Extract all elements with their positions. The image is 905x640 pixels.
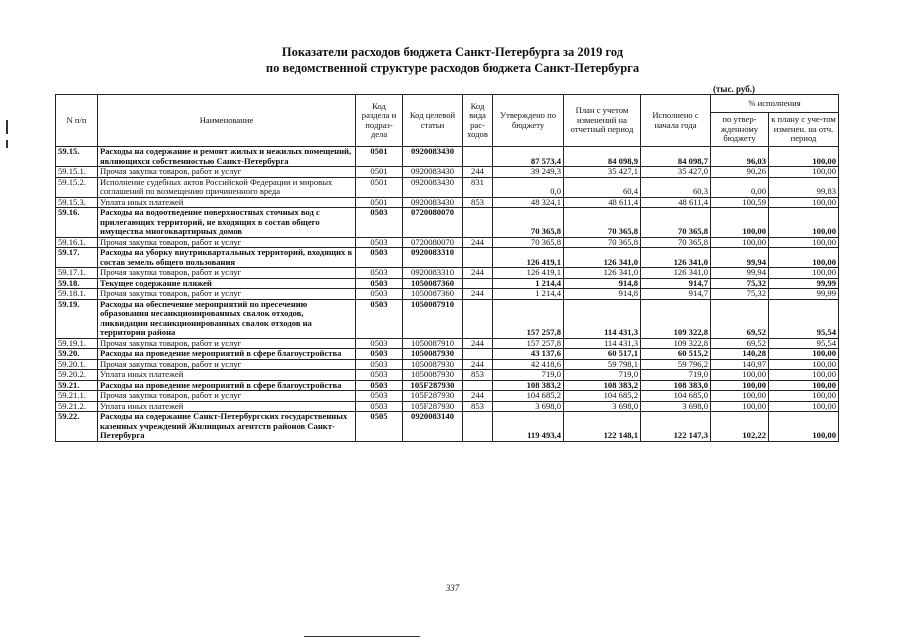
cell-razdel: 0501 (356, 147, 403, 167)
cell-plan: 48 611,4 (564, 197, 641, 208)
cell-isp: 35 427,0 (641, 167, 711, 178)
cell-pct1: 0,00 (711, 177, 769, 197)
cell-isp: 70 365,8 (641, 237, 711, 248)
table-row (56, 412, 839, 442)
cell-num: 59.17. (56, 248, 98, 268)
cell-pct1: 69,52 (711, 299, 769, 338)
cell-name: Прочая закупка товаров, работ и услуг (98, 359, 356, 370)
expense-table (55, 94, 839, 442)
cell-isp: 126 341,0 (641, 268, 711, 279)
cell-num: 59.22. (56, 412, 98, 442)
table-row (56, 359, 839, 370)
cell-pct1: 96,03 (711, 147, 769, 167)
header-vid: Код вида рас-ходов (463, 95, 493, 147)
table-row (56, 380, 839, 391)
header-pct1: по утвер-жденному бюджету (711, 113, 769, 147)
footer-rule (304, 636, 420, 637)
cell-pct2: 99,83 (769, 177, 839, 197)
cell-statya: 1050087360 (403, 278, 463, 289)
cell-plan: 70 365,8 (564, 208, 641, 238)
header-utv: Утверждено по бюджету (493, 95, 564, 147)
cell-utv: 1 214,4 (493, 278, 564, 289)
cell-pct1: 140,97 (711, 359, 769, 370)
table-body (56, 147, 839, 442)
cell-isp: 70 365,8 (641, 208, 711, 238)
cell-razdel: 0503 (356, 338, 403, 349)
cell-isp: 109 322,8 (641, 299, 711, 338)
cell-statya: 0920083430 (403, 147, 463, 167)
cell-razdel: 0503 (356, 380, 403, 391)
cell-num: 59.15.2. (56, 177, 98, 197)
cell-pct2: 100,00 (769, 237, 839, 248)
cell-pct2: 100,00 (769, 248, 839, 268)
cell-statya: 0920083310 (403, 248, 463, 268)
cell-statya: 1050087360 (403, 289, 463, 300)
cell-name: Прочая закупка товаров, работ и услуг (98, 237, 356, 248)
cell-utv: 70 365,8 (493, 237, 564, 248)
margin-mark-bottom (6, 140, 8, 148)
cell-plan: 914,8 (564, 289, 641, 300)
cell-vid (463, 380, 493, 391)
cell-isp: 719,0 (641, 370, 711, 381)
cell-razdel: 0503 (356, 268, 403, 279)
cell-vid: 244 (463, 391, 493, 402)
header-razdel: Код раздела и подраз-дела (356, 95, 403, 147)
cell-isp: 914,7 (641, 278, 711, 289)
cell-vid: 853 (463, 370, 493, 381)
cell-pct2: 99,99 (769, 289, 839, 300)
cell-num: 59.17.1. (56, 268, 98, 279)
cell-pct2: 95,54 (769, 299, 839, 338)
cell-name: Текущее содержание пляжей (98, 278, 356, 289)
table-row (56, 299, 839, 338)
cell-vid: 853 (463, 197, 493, 208)
cell-plan: 114 431,3 (564, 299, 641, 338)
cell-pct2: 100,00 (769, 197, 839, 208)
cell-plan: 59 798,1 (564, 359, 641, 370)
cell-plan: 719,0 (564, 370, 641, 381)
cell-pct1: 100,00 (711, 401, 769, 412)
cell-razdel: 0503 (356, 248, 403, 268)
cell-num: 59.19.1. (56, 338, 98, 349)
cell-vid: 244 (463, 237, 493, 248)
title-line-1: Показатели расходов бюджета Санкт-Петербурга за 2019 год (281, 45, 624, 59)
cell-plan: 914,8 (564, 278, 641, 289)
cell-vid (463, 349, 493, 360)
cell-name: Расходы на уборку внутриквартальных территорий, входящих в состав земель общего пользования (98, 248, 356, 268)
cell-statya: 0720080070 (403, 237, 463, 248)
cell-utv: 70 365,8 (493, 208, 564, 238)
cell-num: 59.18. (56, 278, 98, 289)
margin-mark-top (6, 120, 8, 134)
cell-num: 59.20. (56, 349, 98, 360)
cell-plan: 84 098,9 (564, 147, 641, 167)
cell-pct2: 100,00 (769, 167, 839, 178)
cell-statya: 0720080070 (403, 208, 463, 238)
cell-statya: 0920083430 (403, 167, 463, 178)
cell-statya: 105F287930 (403, 391, 463, 402)
cell-razdel: 0501 (356, 177, 403, 197)
cell-vid: 853 (463, 401, 493, 412)
cell-pct1: 140,28 (711, 349, 769, 360)
cell-statya: 105F287930 (403, 401, 463, 412)
cell-plan: 114 431,3 (564, 338, 641, 349)
cell-num: 59.21.1. (56, 391, 98, 402)
cell-razdel: 0503 (356, 370, 403, 381)
cell-pct1: 99,94 (711, 248, 769, 268)
cell-utv: 42 418,6 (493, 359, 564, 370)
cell-num: 59.15. (56, 147, 98, 167)
cell-pct2: 100,00 (769, 412, 839, 442)
cell-name: Исполнение судебных актов Российской Федерации и мировых соглашений по возмещению причиненного вреда (98, 177, 356, 197)
cell-pct1: 90,26 (711, 167, 769, 178)
cell-pct2: 100,00 (769, 349, 839, 360)
table-row (56, 349, 839, 360)
cell-statya: 0920083140 (403, 412, 463, 442)
cell-num: 59.20.1. (56, 359, 98, 370)
header-isp: Исполнено с начала года (641, 95, 711, 147)
cell-plan: 126 341,0 (564, 248, 641, 268)
cell-pct1: 100,59 (711, 197, 769, 208)
cell-pct2: 99,99 (769, 278, 839, 289)
cell-razdel: 0505 (356, 412, 403, 442)
cell-pct1: 100,00 (711, 391, 769, 402)
unit-label: (тыс. руб.) (713, 84, 755, 94)
cell-utv: 43 137,6 (493, 349, 564, 360)
cell-pct2: 100,00 (769, 359, 839, 370)
cell-utv: 126 419,1 (493, 248, 564, 268)
cell-statya: 1050087930 (403, 370, 463, 381)
cell-utv: 719,0 (493, 370, 564, 381)
cell-statya: 1050087930 (403, 349, 463, 360)
cell-pct2: 100,00 (769, 147, 839, 167)
cell-razdel: 0501 (356, 167, 403, 178)
cell-isp: 122 147,3 (641, 412, 711, 442)
cell-isp: 48 611,4 (641, 197, 711, 208)
page-number: 337 (445, 583, 460, 593)
cell-name: Прочая закупка товаров, работ и услуг (98, 167, 356, 178)
cell-name: Уплата иных платежей (98, 401, 356, 412)
document-title (0, 44, 905, 76)
cell-isp: 108 383,0 (641, 380, 711, 391)
cell-pct2: 100,00 (769, 208, 839, 238)
cell-razdel: 0503 (356, 349, 403, 360)
header-statya: Код целевой статьи (403, 95, 463, 147)
cell-vid: 244 (463, 338, 493, 349)
header-name: Наименование (98, 95, 356, 147)
cell-razdel: 0503 (356, 208, 403, 238)
cell-vid (463, 278, 493, 289)
table-row (56, 197, 839, 208)
cell-name: Уплата иных платежей (98, 197, 356, 208)
cell-plan: 60,4 (564, 177, 641, 197)
table-row (56, 278, 839, 289)
cell-isp: 104 685,0 (641, 391, 711, 402)
cell-name: Расходы на водоотведение поверхностных сточных вод с прилегающих территорий, не входящих в состав общего имущества многоквартирных домов (98, 208, 356, 238)
cell-razdel: 0501 (356, 197, 403, 208)
cell-pct1: 102,22 (711, 412, 769, 442)
cell-statya: 0920083430 (403, 197, 463, 208)
cell-name: Расходы на содержание Санкт-Петербургских государственных казенных учреждений Жилищных агентств районов Санкт-Петербурга (98, 412, 356, 442)
cell-utv: 3 698,0 (493, 401, 564, 412)
cell-razdel: 0503 (356, 299, 403, 338)
cell-isp: 59 796,2 (641, 359, 711, 370)
cell-pct1: 69,52 (711, 338, 769, 349)
cell-vid: 244 (463, 167, 493, 178)
cell-vid (463, 208, 493, 238)
cell-plan: 35 427,1 (564, 167, 641, 178)
cell-utv: 108 383,2 (493, 380, 564, 391)
cell-razdel: 0503 (356, 278, 403, 289)
cell-utv: 126 419,1 (493, 268, 564, 279)
cell-razdel: 0503 (356, 289, 403, 300)
cell-statya: 0920083310 (403, 268, 463, 279)
cell-isp: 126 341,0 (641, 248, 711, 268)
table-row (56, 401, 839, 412)
cell-pct2: 100,00 (769, 380, 839, 391)
cell-pct2: 100,00 (769, 401, 839, 412)
cell-pct1: 100,00 (711, 208, 769, 238)
cell-pct1: 100,00 (711, 370, 769, 381)
cell-num: 59.21.2. (56, 401, 98, 412)
title-line-2: по ведомственной структуре расходов бюджета Санкт-Петербурга (265, 61, 640, 75)
cell-statya: 1050087910 (403, 338, 463, 349)
cell-name: Расходы на содержание и ремонт жилых и нежилых помещений, являющихся собственностью Санкт-Петербурга (98, 147, 356, 167)
cell-utv: 48 324,1 (493, 197, 564, 208)
header-pct-group: % исполнения (711, 95, 839, 113)
cell-isp: 84 098,7 (641, 147, 711, 167)
cell-name: Уплата иных платежей (98, 370, 356, 381)
cell-pct1: 99,94 (711, 268, 769, 279)
cell-vid: 244 (463, 289, 493, 300)
cell-razdel: 0503 (356, 359, 403, 370)
cell-name: Прочая закупка товаров, работ и услуг (98, 289, 356, 300)
cell-utv: 0,0 (493, 177, 564, 197)
cell-vid: 244 (463, 359, 493, 370)
header-plan: План с учетом изменений на отчетный период (564, 95, 641, 147)
cell-plan: 60 517,1 (564, 349, 641, 360)
cell-statya: 0920083430 (403, 177, 463, 197)
cell-pct2: 100,00 (769, 391, 839, 402)
cell-num: 59.19. (56, 299, 98, 338)
cell-num: 59.20.2. (56, 370, 98, 381)
cell-name: Прочая закупка товаров, работ и услуг (98, 338, 356, 349)
table-row (56, 248, 839, 268)
cell-vid (463, 412, 493, 442)
cell-utv: 104 685,2 (493, 391, 564, 402)
cell-plan: 3 698,0 (564, 401, 641, 412)
cell-utv: 157 257,8 (493, 299, 564, 338)
cell-name: Прочая закупка товаров, работ и услуг (98, 391, 356, 402)
cell-num: 59.15.1. (56, 167, 98, 178)
cell-pct2: 95,54 (769, 338, 839, 349)
cell-utv: 39 249,3 (493, 167, 564, 178)
cell-razdel: 0503 (356, 401, 403, 412)
cell-num: 59.16. (56, 208, 98, 238)
cell-pct1: 100,00 (711, 380, 769, 391)
cell-isp: 3 698,0 (641, 401, 711, 412)
cell-pct2: 100,00 (769, 370, 839, 381)
table-row (56, 177, 839, 197)
cell-vid (463, 248, 493, 268)
cell-plan: 104 685,2 (564, 391, 641, 402)
table-row (56, 167, 839, 178)
table-row (56, 147, 839, 167)
table-row (56, 370, 839, 381)
cell-statya: 105F287930 (403, 380, 463, 391)
cell-name: Расходы на проведение мероприятий в сфере благоустройства (98, 349, 356, 360)
cell-vid: 831 (463, 177, 493, 197)
cell-name: Прочая закупка товаров, работ и услуг (98, 268, 356, 279)
cell-num: 59.15.3. (56, 197, 98, 208)
cell-pct1: 100,00 (711, 237, 769, 248)
cell-num: 59.18.1. (56, 289, 98, 300)
table-row (56, 338, 839, 349)
cell-isp: 60,3 (641, 177, 711, 197)
table-row (56, 237, 839, 248)
header-pct2: к плану с уче-том изменен. на отч. период (769, 113, 839, 147)
cell-num: 59.16.1. (56, 237, 98, 248)
cell-vid (463, 299, 493, 338)
cell-razdel: 0503 (356, 391, 403, 402)
cell-razdel: 0503 (356, 237, 403, 248)
cell-utv: 1 214,4 (493, 289, 564, 300)
cell-pct2: 100,00 (769, 268, 839, 279)
cell-vid (463, 147, 493, 167)
cell-utv: 119 493,4 (493, 412, 564, 442)
cell-isp: 109 322,8 (641, 338, 711, 349)
cell-plan: 70 365,8 (564, 237, 641, 248)
cell-utv: 87 573,4 (493, 147, 564, 167)
cell-statya: 1050087910 (403, 299, 463, 338)
cell-plan: 122 148,1 (564, 412, 641, 442)
header-num: N п/п (56, 95, 98, 147)
table-row (56, 208, 839, 238)
cell-plan: 126 341,0 (564, 268, 641, 279)
cell-vid: 244 (463, 268, 493, 279)
cell-name: Расходы на проведение мероприятий в сфере благоустройства (98, 380, 356, 391)
cell-statya: 1050087930 (403, 359, 463, 370)
cell-isp: 60 515,2 (641, 349, 711, 360)
cell-isp: 914,7 (641, 289, 711, 300)
cell-num: 59.21. (56, 380, 98, 391)
cell-plan: 108 383,2 (564, 380, 641, 391)
table-row (56, 289, 839, 300)
table-row (56, 391, 839, 402)
cell-pct1: 75,32 (711, 289, 769, 300)
cell-name: Расходы на обеспечение мероприятий по пресечению образования несанкционированных свалок отходов, ликвидации несанкционированных свалок отходов на территории района (98, 299, 356, 338)
cell-utv: 157 257,8 (493, 338, 564, 349)
cell-pct1: 75,32 (711, 278, 769, 289)
table-row (56, 268, 839, 279)
